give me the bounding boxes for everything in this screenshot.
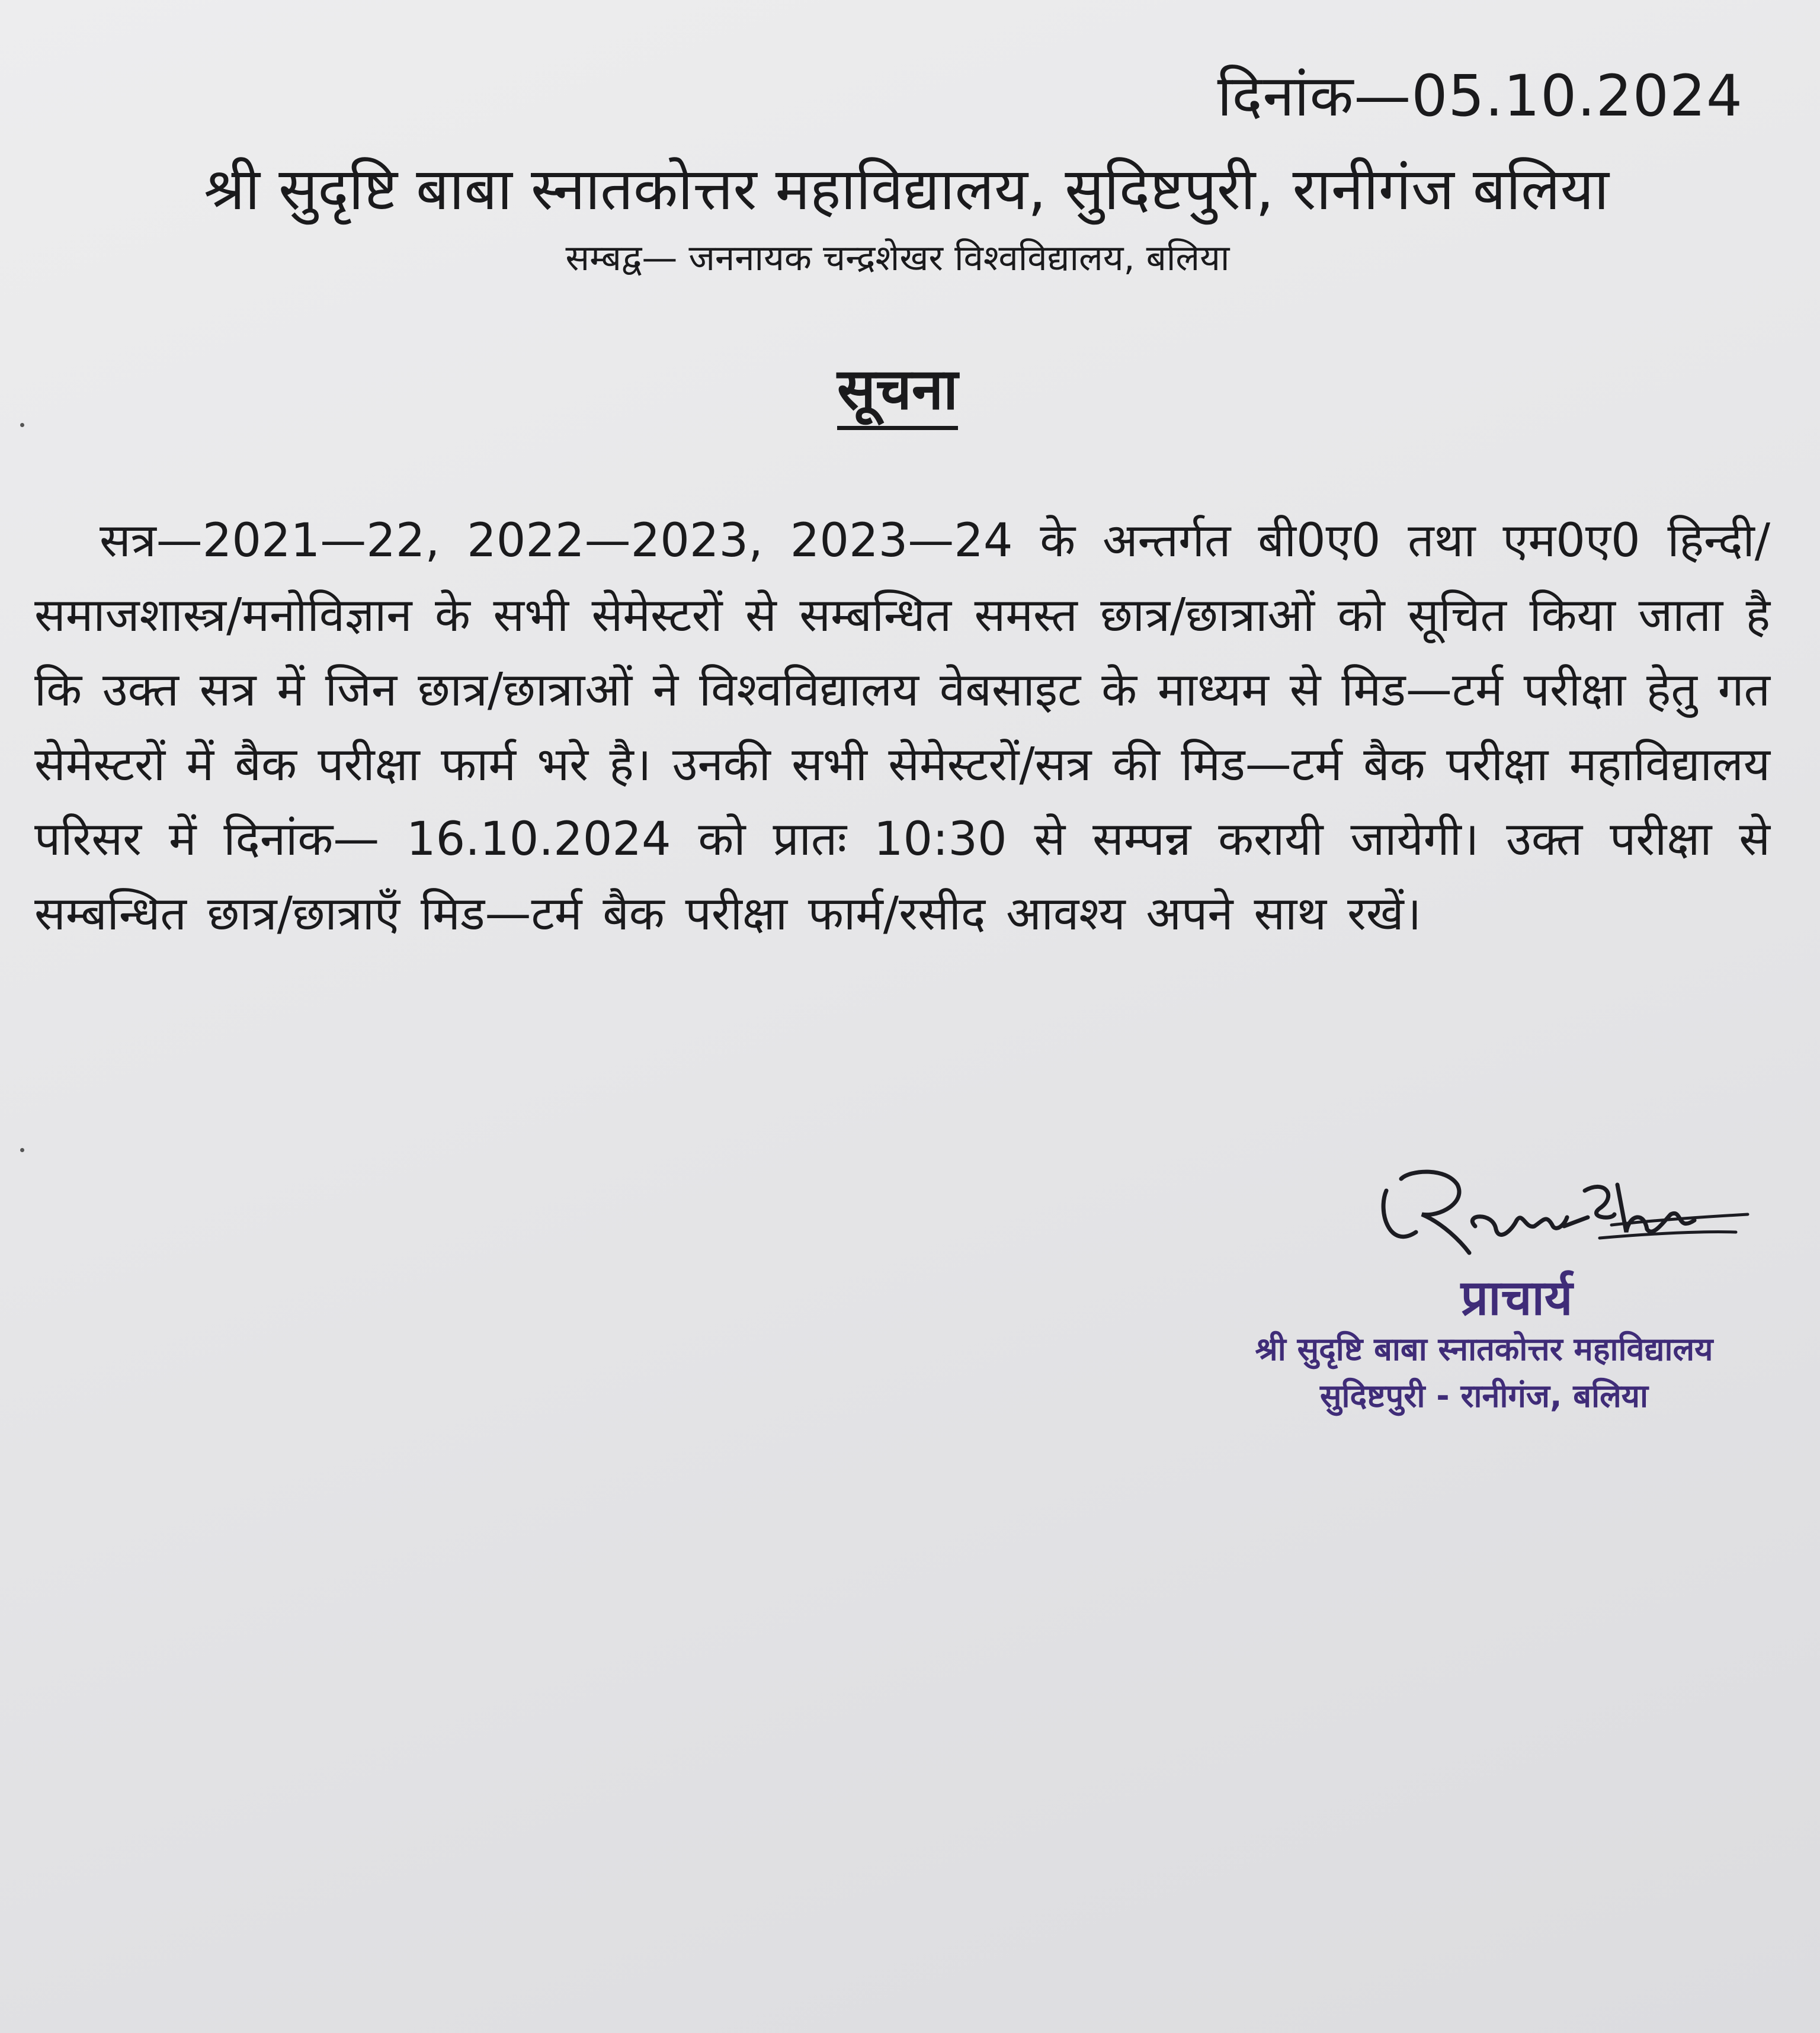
notice-title [0,355,1795,424]
seal-address: सुदिष्टपुरी - रानीगंज, बलिया [1319,1377,1648,1415]
punch-mark [20,423,24,427]
punch-mark [20,1148,24,1152]
affiliation-line: सम्बद्व— जननायक चन्द्रशेखर विश्वविद्यालय, बलिया [565,238,1230,279]
notice-title-text: सूचना [837,356,958,430]
seal-role: प्राचार्य [1460,1270,1573,1326]
principal-signature [1374,1155,1754,1274]
principal-seal [1173,1271,1795,1419]
notice-body: सत्र—2021—22, 2022—2023, 2023—24 के अन्तर्गत बी0ए0 तथा एम0ए0 हिन्दी/समाजशास्त्र/मनोविज्ञान के सभी सेमेस्टरों से सम्बन्धित समस्त छात्र/छात्राओं को सूचित किया जाता है कि उक्त सत्र में जिन छात्र/छात्राओं ने विश्वविद्यालय वेबसाइट के माध्यम से मिड—टर्म परीक्षा हेतु गत सेमेस्टरों में बैक परीक्षा फार्म भरे है। उनकी सभी सेमेस्टरों/सत्र की मिड—टर्म बैक परीक्षा महाविद्यालय परिसर में दिनांक— 16.10.2024 को प्रातः 10:30 से सम्पन्न करायी जायेगी। उक्त परीक्षा से सम्बन्धित छात्र/छात्राएँ मिड—टर्म बैक परीक्षा फार्म/रसीद आवश्य अपने साथ रखें। [34,514,1770,941]
notice-date: दिनांक—05.10.2024 [1217,63,1743,129]
seal-college-name: श्री सुदृष्टि बाबा स्नातकोत्तर महाविद्यालय [1255,1330,1713,1368]
college-name-heading: श्री सुदृष्टि बाबा स्नातकोत्तर महाविद्यालय, सुदिष्टपुरी, रानीगंज बलिया [204,156,1609,223]
